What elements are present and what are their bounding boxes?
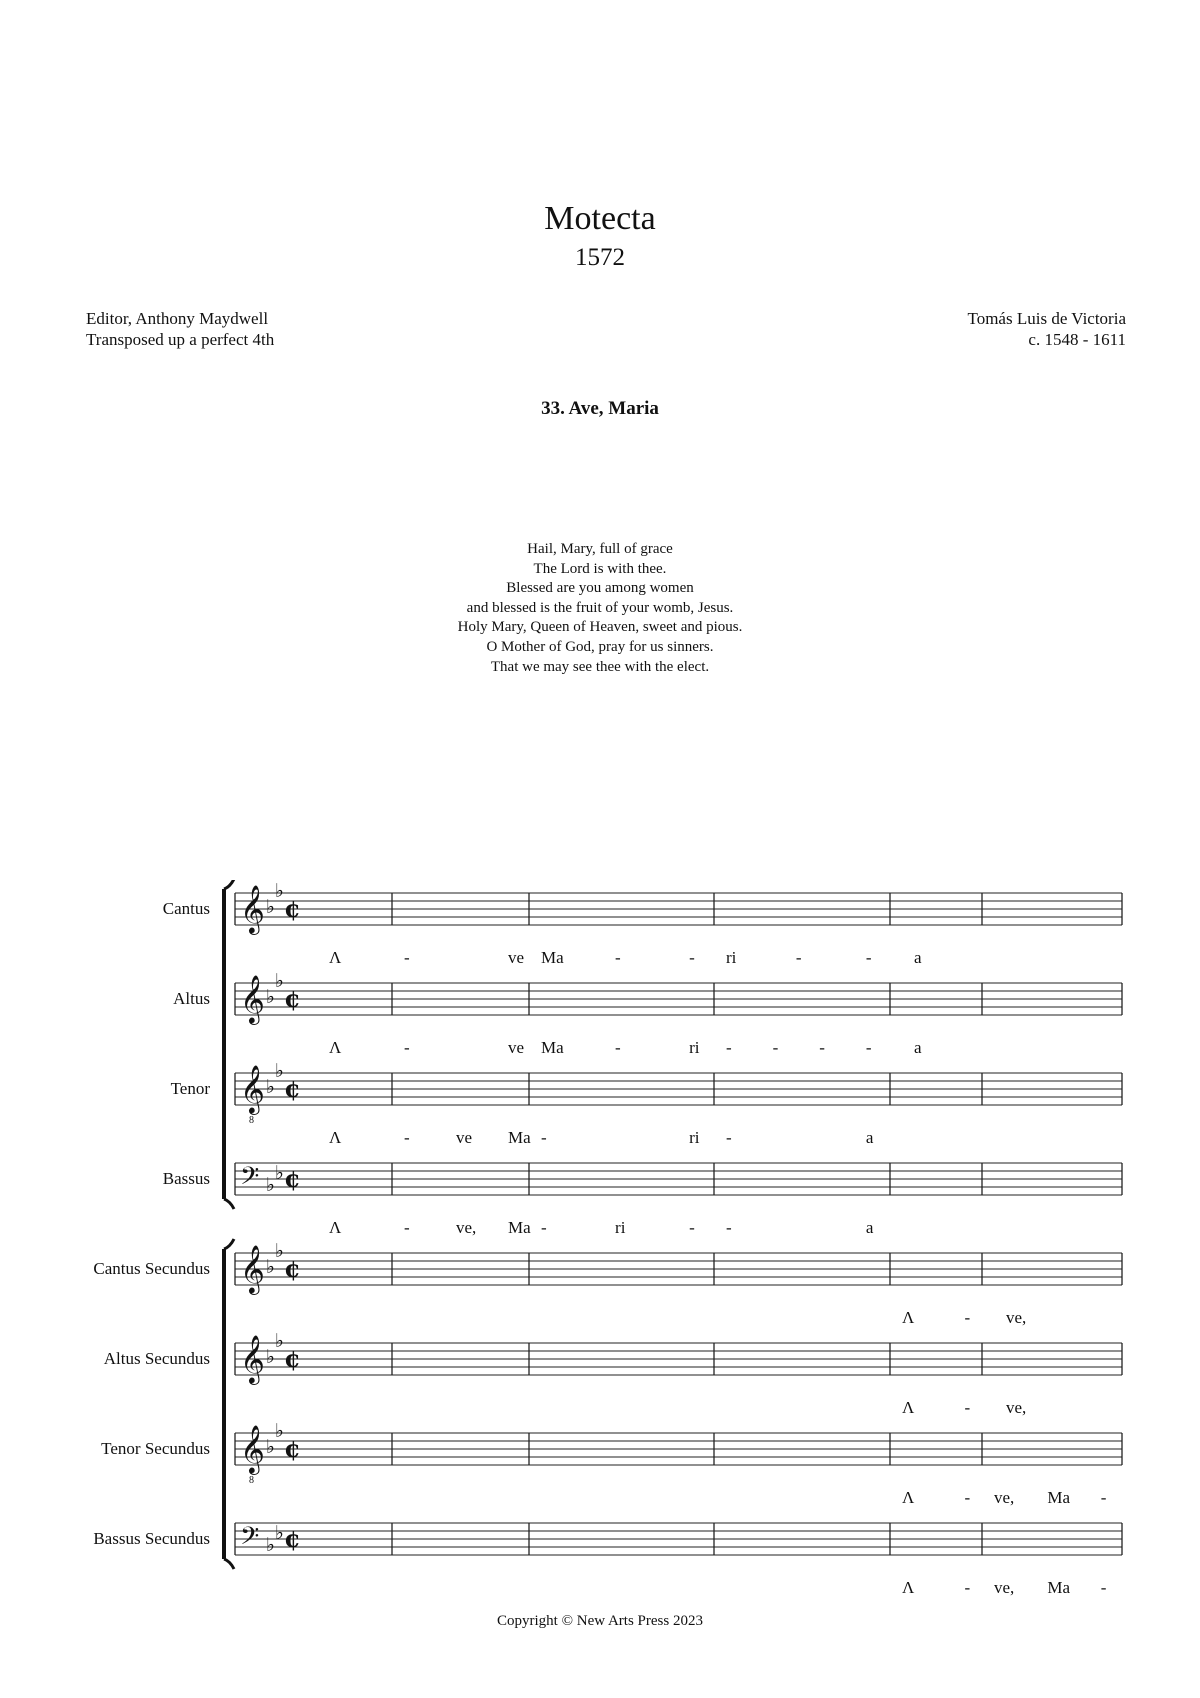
translation-line: That we may see thee with the elect. [490,658,710,675]
lyric-syllable: Λ [902,1398,915,1417]
lyric-syllable: - [795,948,802,967]
lyric-syllable: Λ [329,1218,342,1237]
staff-cantus [163,880,1122,967]
flat-icon: ♭ [266,1076,275,1098]
flat-icon: ♭ [275,1330,284,1352]
lyric-syllable: - [726,1038,732,1057]
staff-label: Tenor [170,1079,210,1098]
lyric-syllable: - [689,948,695,967]
cut-time-icon: ¢ [284,984,301,1013]
lyric-syllable: - [1100,1578,1107,1597]
cut-time-icon: ¢ [284,1254,301,1283]
lyric-syllable: - [865,1038,872,1057]
staff-label: Altus [173,989,210,1008]
staff-label: Tenor Secundus [101,1439,210,1458]
collection-year: 1572 [575,244,625,271]
lyric-syllable: ve, [1006,1398,1027,1417]
choir-one-bracket [222,880,234,1209]
lyric-syllable: ri [689,1128,700,1147]
lyric-syllable: - [404,1218,410,1237]
flat-icon: ♭ [266,1256,275,1278]
lyric-syllable: Λ [902,1308,915,1327]
lyric-syllable: ve, [994,1578,1015,1597]
collection-title: Motecta [544,200,656,237]
staff-label: Bassus [162,1169,210,1188]
lyric-syllable: Λ [902,1488,915,1507]
treble-clef-icon: 𝄞 [240,1064,265,1113]
translation-line: O Mother of God, pray for us sinners. [486,638,714,655]
cut-time-icon: ¢ [284,1344,301,1373]
lyric-syllable: - [541,1218,547,1237]
translation-line: The Lord is with thee. [533,560,667,577]
cut-time-icon: ¢ [284,1524,301,1553]
staff-altus [173,970,1122,1057]
flat-icon: ♭ [266,1436,275,1458]
lyric-syllable: a [914,1038,922,1057]
editor-name: Editor, Anthony Maydwell [86,309,269,328]
translation-line: Hail, Mary, full of grace [527,541,673,557]
cut-time-icon: ¢ [284,1164,301,1193]
flat-icon: ♭ [266,986,275,1008]
lyric-syllable: - [404,1128,410,1147]
transposition-note: Transposed up a perfect 4th [86,330,275,349]
lyric-syllable: a [914,948,922,967]
lyric-syllable: - [964,1578,971,1597]
lyric-syllable: - [404,1038,410,1057]
lyric-syllable: Ma [507,1128,531,1147]
octave-eight-mark: 8 [249,1115,254,1126]
lyric-syllable: Ma [541,948,564,967]
lyric-syllable: ve, [994,1488,1015,1507]
flat-icon: ♭ [266,1174,275,1196]
lyric-syllable: - [819,1038,825,1057]
lyric-syllable: ri [726,948,737,967]
treble-clef-icon: 𝄞 [240,1244,265,1293]
composer-credit [968,308,1126,350]
staff-label: Cantus [162,899,210,918]
staff-label: Bassus Secundus [93,1529,210,1548]
treble-clef-icon: 𝄞 [240,884,265,933]
treble-clef-icon: 𝄞 [240,1424,265,1473]
staff-cantus-secundus [93,1240,1122,1327]
lyric-syllable: - [541,1128,547,1147]
flat-icon: ♭ [275,1162,284,1184]
staff-label: Cantus Secundus [93,1259,210,1278]
staff-tenor [171,1060,1122,1147]
composer-name: Tomás Luis de Victoria [967,309,1126,328]
lyric-syllable: ri [689,1038,700,1057]
lyric-syllable: - [964,1488,971,1507]
lyric-syllable: - [615,1038,621,1057]
editor-credit [86,308,274,350]
flat-icon: ♭ [275,1060,284,1082]
lyric-syllable: Λ [902,1578,915,1597]
bass-clef-icon: 𝄢 [240,1162,260,1197]
treble-clef-icon: 𝄞 [240,1334,265,1383]
lyric-syllable: - [726,1218,732,1237]
lyric-syllable: - [615,948,621,967]
lyric-syllable: Λ [329,1128,342,1147]
translation-text [0,540,1200,677]
composer-dates: c. 1548 - 1611 [1028,330,1126,349]
translation-line: Blessed are you among women [506,580,694,597]
lyric-syllable: - [726,1128,732,1147]
lyric-syllable: - [1100,1488,1107,1507]
flat-icon: ♭ [275,1240,284,1262]
lyric-syllable: ve [507,1038,525,1057]
lyric-syllable: a [865,1128,874,1147]
staff-bassus-secundus [93,1522,1122,1597]
lyric-syllable: - [772,1038,779,1057]
piece-title: 33. Ave, Maria [541,398,659,419]
flat-icon: ♭ [275,1522,284,1544]
octave-eight-mark: 8 [249,1475,254,1486]
lyric-syllable: - [964,1308,971,1327]
flat-icon: ♭ [266,1534,275,1556]
cut-time-icon: ¢ [284,894,301,923]
lyric-syllable: ve, [455,1218,477,1237]
lyric-syllable: ri [615,1218,626,1237]
bass-clef-icon: 𝄢 [240,1522,260,1557]
copyright-notice: Copyright © New Arts Press 2023 [497,1613,703,1629]
lyric-syllable: a [865,1218,874,1237]
treble-clef-icon: 𝄞 [240,974,265,1023]
translation-line: Holy Mary, Queen of Heaven, sweet and pious. [457,619,743,636]
lyric-syllable: - [865,948,872,967]
lyric-syllable: ve [507,948,525,967]
music-score [0,880,1200,1600]
staff-altus-secundus [104,1330,1122,1417]
lyric-syllable: - [404,948,410,967]
staff-bassus [163,1162,1122,1237]
flat-icon: ♭ [275,1420,284,1442]
flat-icon: ♭ [275,880,284,902]
choir-two-bracket [222,1239,234,1569]
lyric-syllable: Ma [507,1218,531,1237]
lyric-syllable: ve, [1006,1308,1027,1327]
lyric-syllable: Λ [329,1038,342,1057]
lyric-syllable: ve [455,1128,473,1147]
flat-icon: ♭ [266,1346,275,1368]
flat-icon: ♭ [275,970,284,992]
staff-label: Altus Secundus [103,1349,210,1368]
lyric-syllable: Ma [541,1038,564,1057]
lyric-syllable: - [964,1398,971,1417]
translation-line: and blessed is the fruit of your womb, Jesus. [466,599,734,616]
lyric-syllable: Ma [1047,1578,1071,1597]
cut-time-icon: ¢ [284,1074,301,1103]
lyric-syllable: Ma [1047,1488,1071,1507]
cut-time-icon: ¢ [284,1434,301,1463]
lyric-syllable: - [689,1218,695,1237]
flat-icon: ♭ [266,896,275,918]
lyric-syllable: Λ [329,948,342,967]
staff-tenor-secundus [101,1420,1122,1507]
